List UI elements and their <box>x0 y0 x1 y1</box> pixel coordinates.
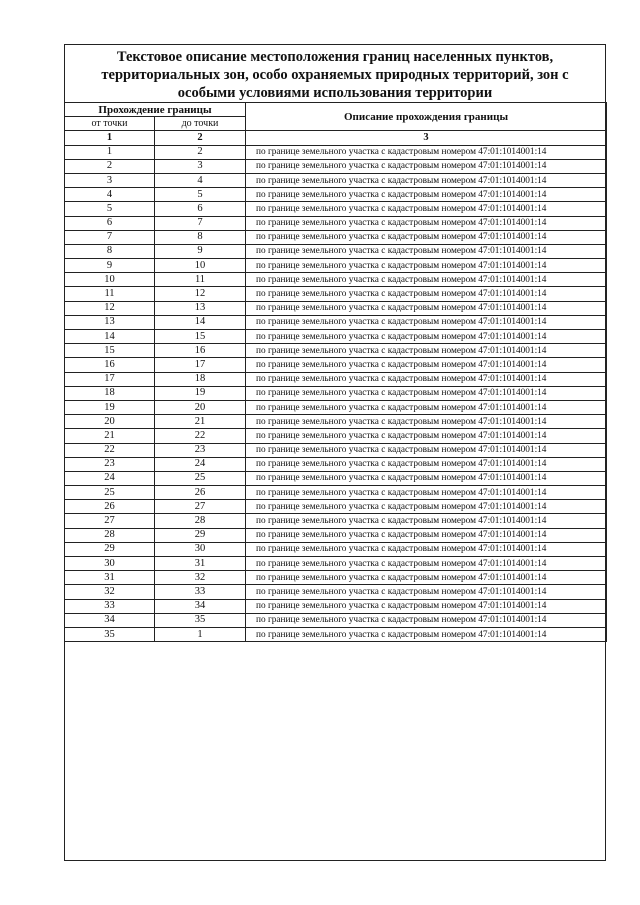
description-cell: по границе земельного участка с кадастровым номером 47:01:1014001:14 <box>246 429 607 443</box>
to-point-cell: 9 <box>155 244 246 258</box>
to-point-cell: 2 <box>155 145 246 159</box>
table-row <box>65 244 607 258</box>
to-point-cell: 27 <box>155 500 246 514</box>
description-cell: по границе земельного участка с кадастровым номером 47:01:1014001:14 <box>246 557 607 571</box>
to-point-cell: 16 <box>155 344 246 358</box>
to-point-cell: 8 <box>155 230 246 244</box>
from-point-cell: 25 <box>65 486 155 500</box>
header-description: Описание прохождения границы <box>246 103 607 131</box>
from-point-cell: 12 <box>65 301 155 315</box>
to-point-cell: 7 <box>155 216 246 230</box>
from-point-cell: 32 <box>65 585 155 599</box>
table-row <box>65 287 607 301</box>
from-point-cell: 8 <box>65 244 155 258</box>
description-cell: по границе земельного участка с кадастровым номером 47:01:1014001:14 <box>246 599 607 613</box>
from-point-cell: 10 <box>65 273 155 287</box>
from-point-cell: 15 <box>65 344 155 358</box>
from-point-cell: 11 <box>65 287 155 301</box>
description-cell: по границе земельного участка с кадастровым номером 47:01:1014001:14 <box>246 273 607 287</box>
table-row <box>65 415 607 429</box>
from-point-cell: 3 <box>65 173 155 187</box>
column-number: 2 <box>155 131 246 145</box>
from-point-cell: 23 <box>65 457 155 471</box>
description-cell: по границе земельного участка с кадастровым номером 47:01:1014001:14 <box>246 202 607 216</box>
description-cell: по границе земельного участка с кадастровым номером 47:01:1014001:14 <box>246 330 607 344</box>
table-row <box>65 599 607 613</box>
column-number: 3 <box>246 131 607 145</box>
from-point-cell: 2 <box>65 159 155 173</box>
to-point-cell: 15 <box>155 330 246 344</box>
description-cell: по границе земельного участка с кадастровым номером 47:01:1014001:14 <box>246 500 607 514</box>
table-row <box>65 188 607 202</box>
header-from-point: от точки <box>65 117 155 131</box>
from-point-cell: 7 <box>65 230 155 244</box>
description-cell: по границе земельного участка с кадастровым номером 47:01:1014001:14 <box>246 358 607 372</box>
to-point-cell: 10 <box>155 259 246 273</box>
description-cell: по границе земельного участка с кадастровым номером 47:01:1014001:14 <box>246 627 607 641</box>
to-point-cell: 11 <box>155 273 246 287</box>
from-point-cell: 22 <box>65 443 155 457</box>
from-point-cell: 19 <box>65 400 155 414</box>
table-row <box>65 386 607 400</box>
from-point-cell: 20 <box>65 415 155 429</box>
table-row <box>65 372 607 386</box>
description-cell: по границе земельного участка с кадастровым номером 47:01:1014001:14 <box>246 514 607 528</box>
title-line: территориальных зон, особо охраняемых природных территорий, зон с <box>101 67 569 83</box>
table-row <box>65 400 607 414</box>
to-point-cell: 22 <box>155 429 246 443</box>
from-point-cell: 26 <box>65 500 155 514</box>
description-cell: по границе земельного участка с кадастровым номером 47:01:1014001:14 <box>246 613 607 627</box>
to-point-cell: 29 <box>155 528 246 542</box>
description-cell: по границе земельного участка с кадастровым номером 47:01:1014001:14 <box>246 386 607 400</box>
to-point-cell: 12 <box>155 287 246 301</box>
from-point-cell: 21 <box>65 429 155 443</box>
to-point-cell: 17 <box>155 358 246 372</box>
to-point-cell: 33 <box>155 585 246 599</box>
description-cell: по границе земельного участка с кадастровым номером 47:01:1014001:14 <box>246 145 607 159</box>
to-point-cell: 14 <box>155 315 246 329</box>
table-row <box>65 230 607 244</box>
from-point-cell: 28 <box>65 528 155 542</box>
from-point-cell: 17 <box>65 372 155 386</box>
description-cell: по границе земельного участка с кадастровым номером 47:01:1014001:14 <box>246 486 607 500</box>
from-point-cell: 16 <box>65 358 155 372</box>
from-point-cell: 9 <box>65 259 155 273</box>
table-row <box>65 429 607 443</box>
to-point-cell: 18 <box>155 372 246 386</box>
to-point-cell: 13 <box>155 301 246 315</box>
from-point-cell: 35 <box>65 627 155 641</box>
to-point-cell: 3 <box>155 159 246 173</box>
description-cell: по границе земельного участка с кадастровым номером 47:01:1014001:14 <box>246 216 607 230</box>
from-point-cell: 5 <box>65 202 155 216</box>
description-cell: по границе земельного участка с кадастровым номером 47:01:1014001:14 <box>246 259 607 273</box>
to-point-cell: 24 <box>155 457 246 471</box>
to-point-cell: 6 <box>155 202 246 216</box>
from-point-cell: 4 <box>65 188 155 202</box>
to-point-cell: 28 <box>155 514 246 528</box>
table-row <box>65 486 607 500</box>
document-frame <box>64 44 606 861</box>
from-point-cell: 13 <box>65 315 155 329</box>
table-row <box>65 159 607 173</box>
from-point-cell: 33 <box>65 599 155 613</box>
from-point-cell: 31 <box>65 571 155 585</box>
table-row <box>65 514 607 528</box>
description-cell: по границе земельного участка с кадастровым номером 47:01:1014001:14 <box>246 287 607 301</box>
title-line: особыми условиями использования территории <box>177 85 493 101</box>
table-row <box>65 528 607 542</box>
description-cell: по границе земельного участка с кадастровым номером 47:01:1014001:14 <box>246 585 607 599</box>
description-cell: по границе земельного участка с кадастровым номером 47:01:1014001:14 <box>246 415 607 429</box>
to-point-cell: 1 <box>155 627 246 641</box>
column-number: 1 <box>65 131 155 145</box>
table-row <box>65 457 607 471</box>
description-cell: по границе земельного участка с кадастровым номером 47:01:1014001:14 <box>246 571 607 585</box>
to-point-cell: 21 <box>155 415 246 429</box>
to-point-cell: 5 <box>155 188 246 202</box>
from-point-cell: 6 <box>65 216 155 230</box>
table-row <box>65 273 607 287</box>
to-point-cell: 20 <box>155 400 246 414</box>
table-row <box>65 173 607 187</box>
header-boundary-passage: Прохождение границы <box>65 103 246 117</box>
from-point-cell: 30 <box>65 557 155 571</box>
to-point-cell: 4 <box>155 173 246 187</box>
from-point-cell: 27 <box>65 514 155 528</box>
description-cell: по границе земельного участка с кадастровым номером 47:01:1014001:14 <box>246 542 607 556</box>
table-row <box>65 259 607 273</box>
table-row <box>65 202 607 216</box>
to-point-cell: 26 <box>155 486 246 500</box>
description-cell: по границе земельного участка с кадастровым номером 47:01:1014001:14 <box>246 443 607 457</box>
table-row <box>65 627 607 641</box>
from-point-cell: 14 <box>65 330 155 344</box>
description-cell: по границе земельного участка с кадастровым номером 47:01:1014001:14 <box>246 173 607 187</box>
table-row <box>65 145 607 159</box>
to-point-cell: 31 <box>155 557 246 571</box>
description-cell: по границе земельного участка с кадастровым номером 47:01:1014001:14 <box>246 372 607 386</box>
to-point-cell: 32 <box>155 571 246 585</box>
from-point-cell: 29 <box>65 542 155 556</box>
header-to-point: до точки <box>155 117 246 131</box>
table-row <box>65 330 607 344</box>
table-row <box>65 216 607 230</box>
to-point-cell: 30 <box>155 542 246 556</box>
title-line: Текстовое описание местоположения границ населенных пунктов, <box>116 49 554 65</box>
description-cell: по границе земельного участка с кадастровым номером 47:01:1014001:14 <box>246 159 607 173</box>
table-row <box>65 315 607 329</box>
description-cell: по границе земельного участка с кадастровым номером 47:01:1014001:14 <box>246 400 607 414</box>
description-cell: по границе земельного участка с кадастровым номером 47:01:1014001:14 <box>246 471 607 485</box>
table-row <box>65 557 607 571</box>
description-cell: по границе земельного участка с кадастровым номером 47:01:1014001:14 <box>246 244 607 258</box>
table-row <box>65 542 607 556</box>
boundary-table <box>64 102 607 642</box>
to-point-cell: 35 <box>155 613 246 627</box>
table-row <box>65 585 607 599</box>
table-row <box>65 344 607 358</box>
description-cell: по границе земельного участка с кадастровым номером 47:01:1014001:14 <box>246 344 607 358</box>
table-body <box>65 145 607 642</box>
from-point-cell: 1 <box>65 145 155 159</box>
to-point-cell: 25 <box>155 471 246 485</box>
table-row <box>65 471 607 485</box>
description-cell: по границе земельного участка с кадастровым номером 47:01:1014001:14 <box>246 457 607 471</box>
table-row <box>65 571 607 585</box>
table-row <box>65 358 607 372</box>
description-cell: по границе земельного участка с кадастровым номером 47:01:1014001:14 <box>246 528 607 542</box>
description-cell: по границе земельного участка с кадастровым номером 47:01:1014001:14 <box>246 315 607 329</box>
table-row <box>65 301 607 315</box>
to-point-cell: 19 <box>155 386 246 400</box>
from-point-cell: 24 <box>65 471 155 485</box>
table-row <box>65 500 607 514</box>
description-cell: по границе земельного участка с кадастровым номером 47:01:1014001:14 <box>246 188 607 202</box>
table-row <box>65 613 607 627</box>
from-point-cell: 34 <box>65 613 155 627</box>
to-point-cell: 34 <box>155 599 246 613</box>
table-row <box>65 443 607 457</box>
document-title <box>65 48 605 102</box>
to-point-cell: 23 <box>155 443 246 457</box>
from-point-cell: 18 <box>65 386 155 400</box>
description-cell: по границе земельного участка с кадастровым номером 47:01:1014001:14 <box>246 301 607 315</box>
description-cell: по границе земельного участка с кадастровым номером 47:01:1014001:14 <box>246 230 607 244</box>
